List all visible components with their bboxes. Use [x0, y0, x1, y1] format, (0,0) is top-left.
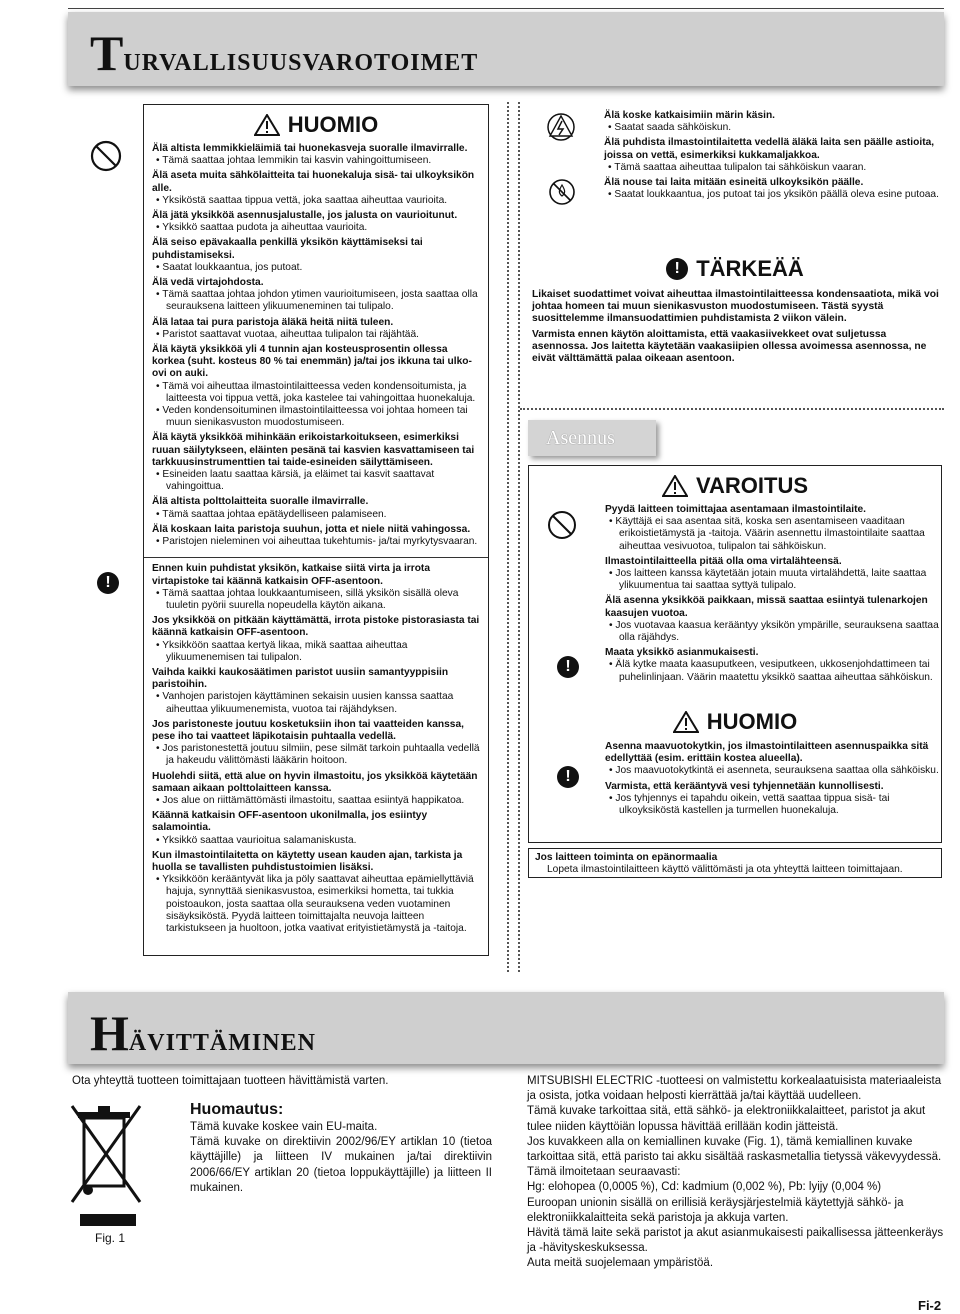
- huomio-header: [152, 107, 480, 143]
- item-bullet: • Yksikköön kerääntyvät lika ja pöly saattavat aiheuttaa epämiellyttäviä hajuja, synnyttää sienikasvustoa, esimerkiksi hometta, tai tukkia poistoaukon, josta saattaa olla seurauksena veden vuotaminen sisäyksiköstä. Pyydä laitteen toimittajalta neuvoja laitteen tarkistukseen ja huoltoon, jotka vaativat erityistietämystä ja -taitoja.: [152, 874, 480, 935]
- item-heading: Älä aseta muita sähkölaitteita tai huonekaluja sisä- tai ulkoyksikön alle.: [152, 170, 475, 194]
- disposal-right-text: [527, 1074, 945, 1272]
- varoitus-list: [605, 504, 939, 687]
- disposal-paragraph: Jos kuvakkeen alla on kemiallinen kuvake (Fig. 1), tämä kemiallinen kuvake tarkoittaa sitä, että paristo tai akku sisältää raskasmetallia tietyssä väkevyydessä. Tämä ilmoitetaan seuraavasti:: [527, 1135, 942, 1179]
- disposal-paragraph: Euroopan unionin sisällä on erillisiä keräysjärjestelmiä käytettyjä sähkö- ja elektroniikkalaitteita sekä paristoja ja akkuja varten.: [527, 1196, 904, 1224]
- item-bullet: • Yksikkö saattaa pudota ja aiheuttaa vaurioita.: [152, 222, 480, 234]
- item-heading: Älä altista polttolaitteita suoralle ilmavirralle.: [152, 496, 369, 508]
- varoitus-title: VAROITUS: [695, 473, 809, 498]
- item-bullet: • Saatat loukkaantua, jos putoat.: [152, 262, 480, 274]
- item-heading: Ennen kuin puhdistat yksikön, katkaise siitä virta ja irrota virtapistoke tai käännä katkaisin OFF-asentoon.: [152, 563, 430, 587]
- abnormal-note: [528, 848, 942, 878]
- item-bullet: • Esineiden laatu saattaa kärsiä, ja eläimet tai kasvit saattavat vahingoittua.: [152, 469, 480, 493]
- title-banner: [68, 12, 944, 86]
- tarkeaa-paragraph-1: Likaiset suodattimet voivat aiheuttaa ilmastointilaitteessa kondensaatiota, mikä voi johtaa homeen tai muun sienikasvuston muodostumiseen. Tästä syystä suosittelemme ilmansuodattimien puhdistamista 2 viikon välein.: [532, 289, 939, 325]
- item-heading: Älä asenna yksikköä paikkaan, missä saattaa esiintyä tulenarkojen kaasujen vuotoa.: [605, 595, 928, 619]
- page-title-initial: T: [90, 25, 124, 81]
- item-bullet: • Jos paristonestettä joutuu silmiin, pese silmät tarkoin puhtaalla vedellä ja hakeudu välittömästi lääkärin hoitoon.: [152, 743, 480, 767]
- asennus-box: [528, 465, 942, 843]
- disposal-intro: [72, 1074, 492, 1089]
- item-heading: Älä koskaan laita paristoja suuhun, jotta et niele niitä vahingossa.: [152, 523, 471, 535]
- asennus-title: Asennus: [546, 426, 615, 449]
- tarkeaa-header: [530, 255, 940, 283]
- item-bullet: • Yksikkö saattaa vaurioitua salamaniskusta.: [152, 835, 480, 847]
- page-number: Fi-2: [918, 1298, 942, 1313]
- page-title-rest: URVALLISUUSVAROTOIMET: [123, 50, 479, 76]
- item-bullet: • Tämä saattaa johtaa loukkaantumiseen, sillä yksikön sisällä oleva tuuletin pyörii suurella nopeudella käytön aikana.: [152, 588, 480, 612]
- disposal-paragraph: Tämä kuvake tarkoittaa sitä, että sähkö- ja elektroniikkalaitteet, paristot ja akut tulee niiden käyttöiän lopussa hävittää erillään kodin jätteistä.: [527, 1105, 926, 1133]
- disposal-note-title: Huomautus:: [190, 1101, 284, 1118]
- item-heading: Älä käytä yksikköä mihinkään erikoistarkoitukseen, esimerkiksi ruuan säilytykseen, eläinten pesänä tai kasvien kasvattamiseen tai tarkkuusinstrumenttien tai taide-esineiden säilyttämiseen.: [152, 432, 475, 468]
- item-heading: Maata yksikkö asianmukaisesti.: [605, 647, 759, 659]
- tarkeaa-paragraph-2: Varmista ennen käytön aloittamista, että vaakasiivekkeet ovat suljetussa asennossa. Jos laitetta käytetään vaakasiipien ollessa avoimessa asennossa, ne eivät välttämättä palaa oikeaan asentoon.: [532, 328, 927, 365]
- disposal-note: [190, 1100, 492, 1196]
- column-separator: [507, 102, 509, 972]
- varoitus-header: [529, 468, 941, 504]
- item-bullet: • Yksikköön saattaa kertyä likaa, mikä saattaa aiheuttaa ylikuumenemisen tai tulipalon.: [152, 640, 480, 664]
- disposal-paragraph: MITSUBISHI ELECTRIC -tuotteesi on valmistettu korkealaatuisista materiaaleista ja osista, jotka voidaan helposti kierrättää ja/tai käyttää uudelleen.: [527, 1075, 942, 1103]
- huomio-box: [143, 104, 489, 956]
- item-bullet: • Käyttäjä ei saa asentaa sitä, koska sen asentamiseen vaaditaan erikoistietämystä ja -taitoja. Väärin asennettu ilmastointilaite saattaa aiheuttaa vesivuotoa, tulipalon tai sähköiskun.: [605, 516, 939, 553]
- disposal-title: [90, 1004, 316, 1062]
- fig-label: Fig. 1: [95, 1231, 126, 1245]
- prohibition-icon: [547, 510, 577, 540]
- huomio-header-2: [529, 706, 941, 738]
- huomio-divider: [144, 557, 488, 558]
- weee-bin-icon: [68, 1098, 148, 1214]
- item-heading: Kun ilmastointilaitetta on käytetty usean kauden ajan, tarkista ja huolla se tavallisten puhdistustoimien lisäksi.: [152, 849, 463, 873]
- item-heading: Älä vedä virtajohdosta.: [152, 277, 264, 289]
- disposal-note-line: Tämä kuvake on direktiivin 2002/96/EY artiklan 10 (tietoa käyttäjille) ja liitteen IV mukainen ja/tai direktiivin 2006/66/EY artiklan 20 (tietoa loppukäyttäjille) ja liitteen II mukainen.: [190, 1136, 492, 1194]
- huomio-list: [152, 143, 480, 551]
- item-heading: Älä käytä yksikköä yli 4 tunnin ajan kosteusprosentin ollessa korkea (suht. kosteus 80 % tai enemmän) ja/tai jos ikkuna tai ulko-ovi on auki.: [152, 344, 472, 380]
- warning-triangle-icon: [673, 711, 699, 733]
- item-heading: Älä lataa tai pura paristoja äläkä heitä niitä tuleen.: [152, 316, 394, 328]
- exclamation-icon: !: [97, 572, 119, 594]
- item-bullet: • Jos maavuotokytkintä ei asenneta, seurauksena saattaa olla sähköisku.: [605, 765, 939, 777]
- item-heading: Ilmastointilaitteella pitää olla oma virtalähteensä.: [605, 555, 842, 567]
- page-title: [90, 24, 478, 82]
- item-bullet: • Vanhojen paristojen käyttäminen sekaisin uusien kanssa saattaa aiheuttaa ylikuumenemista, vuotoa tai räjähdyksen.: [152, 691, 480, 715]
- item-heading: Asenna maavuotokytkin, jos ilmastointilaitteen asennuspaikka sitä edellyttää (esim. erittäin kostea alueella).: [605, 741, 929, 765]
- disposal-title-rest: ÄVITTÄMINEN: [128, 1030, 316, 1056]
- disposal-note-line: Tämä kuvake koskee vain EU-maita.: [190, 1121, 378, 1133]
- item-heading: Huolehdi siitä, että alue on hyvin ilmastoitu, jos yksikköä käytetään samaan aikaan polttolaitteen kanssa.: [152, 770, 478, 794]
- item-bullet: • Saatat loukkaantua, jos putoat tai jos yksikön päällä oleva esine putoaa.: [604, 189, 940, 201]
- item-bullet: • Jos tyhjennys ei tapahdu oikein, vettä saattaa tippua sisä- tai ulkoyksiköstä kastellen ja turmellen huonekaluja.: [605, 793, 939, 817]
- item-bullet: • Jos vuotavaa kaasua kerääntyy yksikön ympärille, seurauksena saattaa olla räjähdys.: [605, 620, 939, 644]
- section-separator: [520, 408, 944, 410]
- huomio-title: HUOMIO: [287, 111, 379, 137]
- item-heading: Jos yksikköä on pitkään käyttämättä, irrota pistoke pistorasiasta tai käännä katkaisin OFF-asentoon.: [152, 615, 480, 639]
- disposal-banner: [68, 992, 944, 1064]
- item-bullet: • Paristot saattavat vuotaa, aiheuttaa tulipalon tai räjähtää.: [152, 329, 480, 341]
- disposal-title-initial: H: [90, 1005, 129, 1061]
- tarkeaa-title: TÄRKEÄÄ: [696, 256, 804, 281]
- exclamation-icon: !: [666, 258, 688, 280]
- item-bullet: • Paristojen nieleminen voi aiheuttaa tukehtumis- ja/tai myrkytysvaaran.: [152, 536, 480, 548]
- huomio-list-2: [152, 563, 480, 938]
- abnormal-note-text: Lopeta ilmastointilaitteen käyttö välittömästi ja ota yhteyttä laitteen toimittajaan.: [547, 864, 903, 876]
- item-heading: Älä puhdista ilmastointilaitetta vedellä äläkä laita sen päälle astioita, joissa on vettä, esimerkiksi kukkamaljakkoa.: [604, 137, 935, 161]
- item-heading: Älä koske katkaisimiin märin käsin.: [604, 110, 776, 121]
- disposal-intro-text: Ota yhteyttä tuotteen toimittajaan tuotteen hävittämistä varten.: [72, 1075, 389, 1087]
- item-bullet: • Veden kondensoituminen ilmastointilaitteessa voi johtaa homeen tai muun sienikasvuston muodostumiseen.: [152, 405, 480, 429]
- item-bullet: • Jos laitteen kanssa käytetään jotain muuta virtalähdettä, laite saattaa ylikuumentua tai saattaa syttyä tulipalo.: [605, 568, 939, 592]
- disposal-paragraph: Auta meitä suojelemaan ympäristöä.: [527, 1257, 714, 1270]
- item-heading: Älä seiso epävakaalla penkillä yksikön käyttämiseksi tai puhdistamiseksi.: [152, 237, 423, 261]
- disposal-paragraph: Hg: elohopea (0,0005 %), Cd: kadmium (0,002 %), Pb: lyijy (0,004 %): [527, 1181, 882, 1194]
- warning-triangle-icon: [254, 114, 280, 136]
- item-bullet: • Tämä saattaa johtaa epätäydelliseen palamiseen.: [152, 509, 480, 521]
- item-bullet: • Älä kytke maata kaasuputkeen, vesiputkeen, ukkosenjohdattimeen tai puhelinlinjaan. Väärin maatettu yksikkö saattaa aiheuttaa sähköiskun.: [605, 659, 939, 683]
- electric-shock-icon: [546, 112, 576, 142]
- top-rule: [68, 8, 944, 9]
- abnormal-note-title: Jos laitteen toiminta on epänormaalia: [535, 852, 718, 863]
- no-water-icon: [548, 178, 576, 206]
- right-warning-list: [604, 110, 940, 204]
- huomio-list-3: [605, 741, 939, 820]
- item-heading: Älä nouse tai laita mitään esineitä ulkoyksikön päälle.: [604, 177, 864, 189]
- item-heading: Älä altista lemmikkieläimiä tai huonekasveja suoralle ilmavirralle.: [152, 143, 468, 154]
- item-heading: Pyydä laitteen toimittajaa asentamaan ilmastointilaite.: [605, 504, 866, 515]
- huomio-title-2: HUOMIO: [706, 709, 798, 734]
- disposal-paragraph: Hävitä tämä laite sekä paristot ja akut asianmukaisesti paikallisessa jätteenkeräys ja -hävityskeskuksessa.: [527, 1227, 944, 1255]
- exclamation-icon: !: [557, 766, 579, 788]
- item-heading: Käännä katkaisin OFF-asentoon ukonilmalla, jos esiintyy salamointia.: [152, 810, 428, 834]
- item-bullet: • Tämä saattaa aiheuttaa tulipalon tai sähköiskun vaaran.: [604, 162, 940, 174]
- item-heading: Vaihda kaikki kaukosäätimen paristot uusiin samantyyppisiin paristoihin.: [152, 666, 449, 691]
- chemical-bar: [80, 1214, 136, 1226]
- column-separator-2: [518, 102, 520, 972]
- item-bullet: • Tämä saattaa johtaa johdon ytimen vaurioitumiseen, josta saattaa olla seurauksena laitteen ylikuumeneminen tai tulipalo.: [152, 289, 480, 313]
- asennus-heading: [528, 420, 656, 456]
- item-bullet: • Jos alue on riittämättömästi ilmastoitu, saattaa esiintyä happikatoa.: [152, 795, 480, 807]
- item-heading: Jos paristoneste joutuu kosketuksiin ihon tai vaatteiden kanssa, pese iho tai vaatteet läpikotaisin puhtaalla vedellä.: [152, 718, 464, 742]
- item-heading: Varmista, että kerääntyvä vesi tyhjennetään kunnollisesti.: [605, 780, 884, 792]
- item-bullet: • Tämä voi aiheuttaa ilmastointilaitteessa veden kondensoitumista, ja laitteesta voi tippua vettä, joka kastelee tai vahingoittaa huonekaluja.: [152, 381, 480, 405]
- warning-triangle-icon: [662, 475, 688, 497]
- item-bullet: • Tämä saattaa johtaa lemmikin tai kasvin vahingoittumiseen.: [152, 155, 480, 167]
- item-bullet: • Yksiköstä saattaa tippua vettä, joka saattaa aiheuttaa vaurioita.: [152, 195, 480, 207]
- item-bullet: • Saatat saada sähköiskun.: [604, 122, 940, 134]
- prohibition-icon: [90, 140, 122, 172]
- exclamation-icon: !: [557, 656, 579, 678]
- tarkeaa-text: [532, 289, 940, 365]
- item-heading: Älä jätä yksikköä asennusjalustalle, jos jalusta on vaurioitunut.: [152, 210, 458, 222]
